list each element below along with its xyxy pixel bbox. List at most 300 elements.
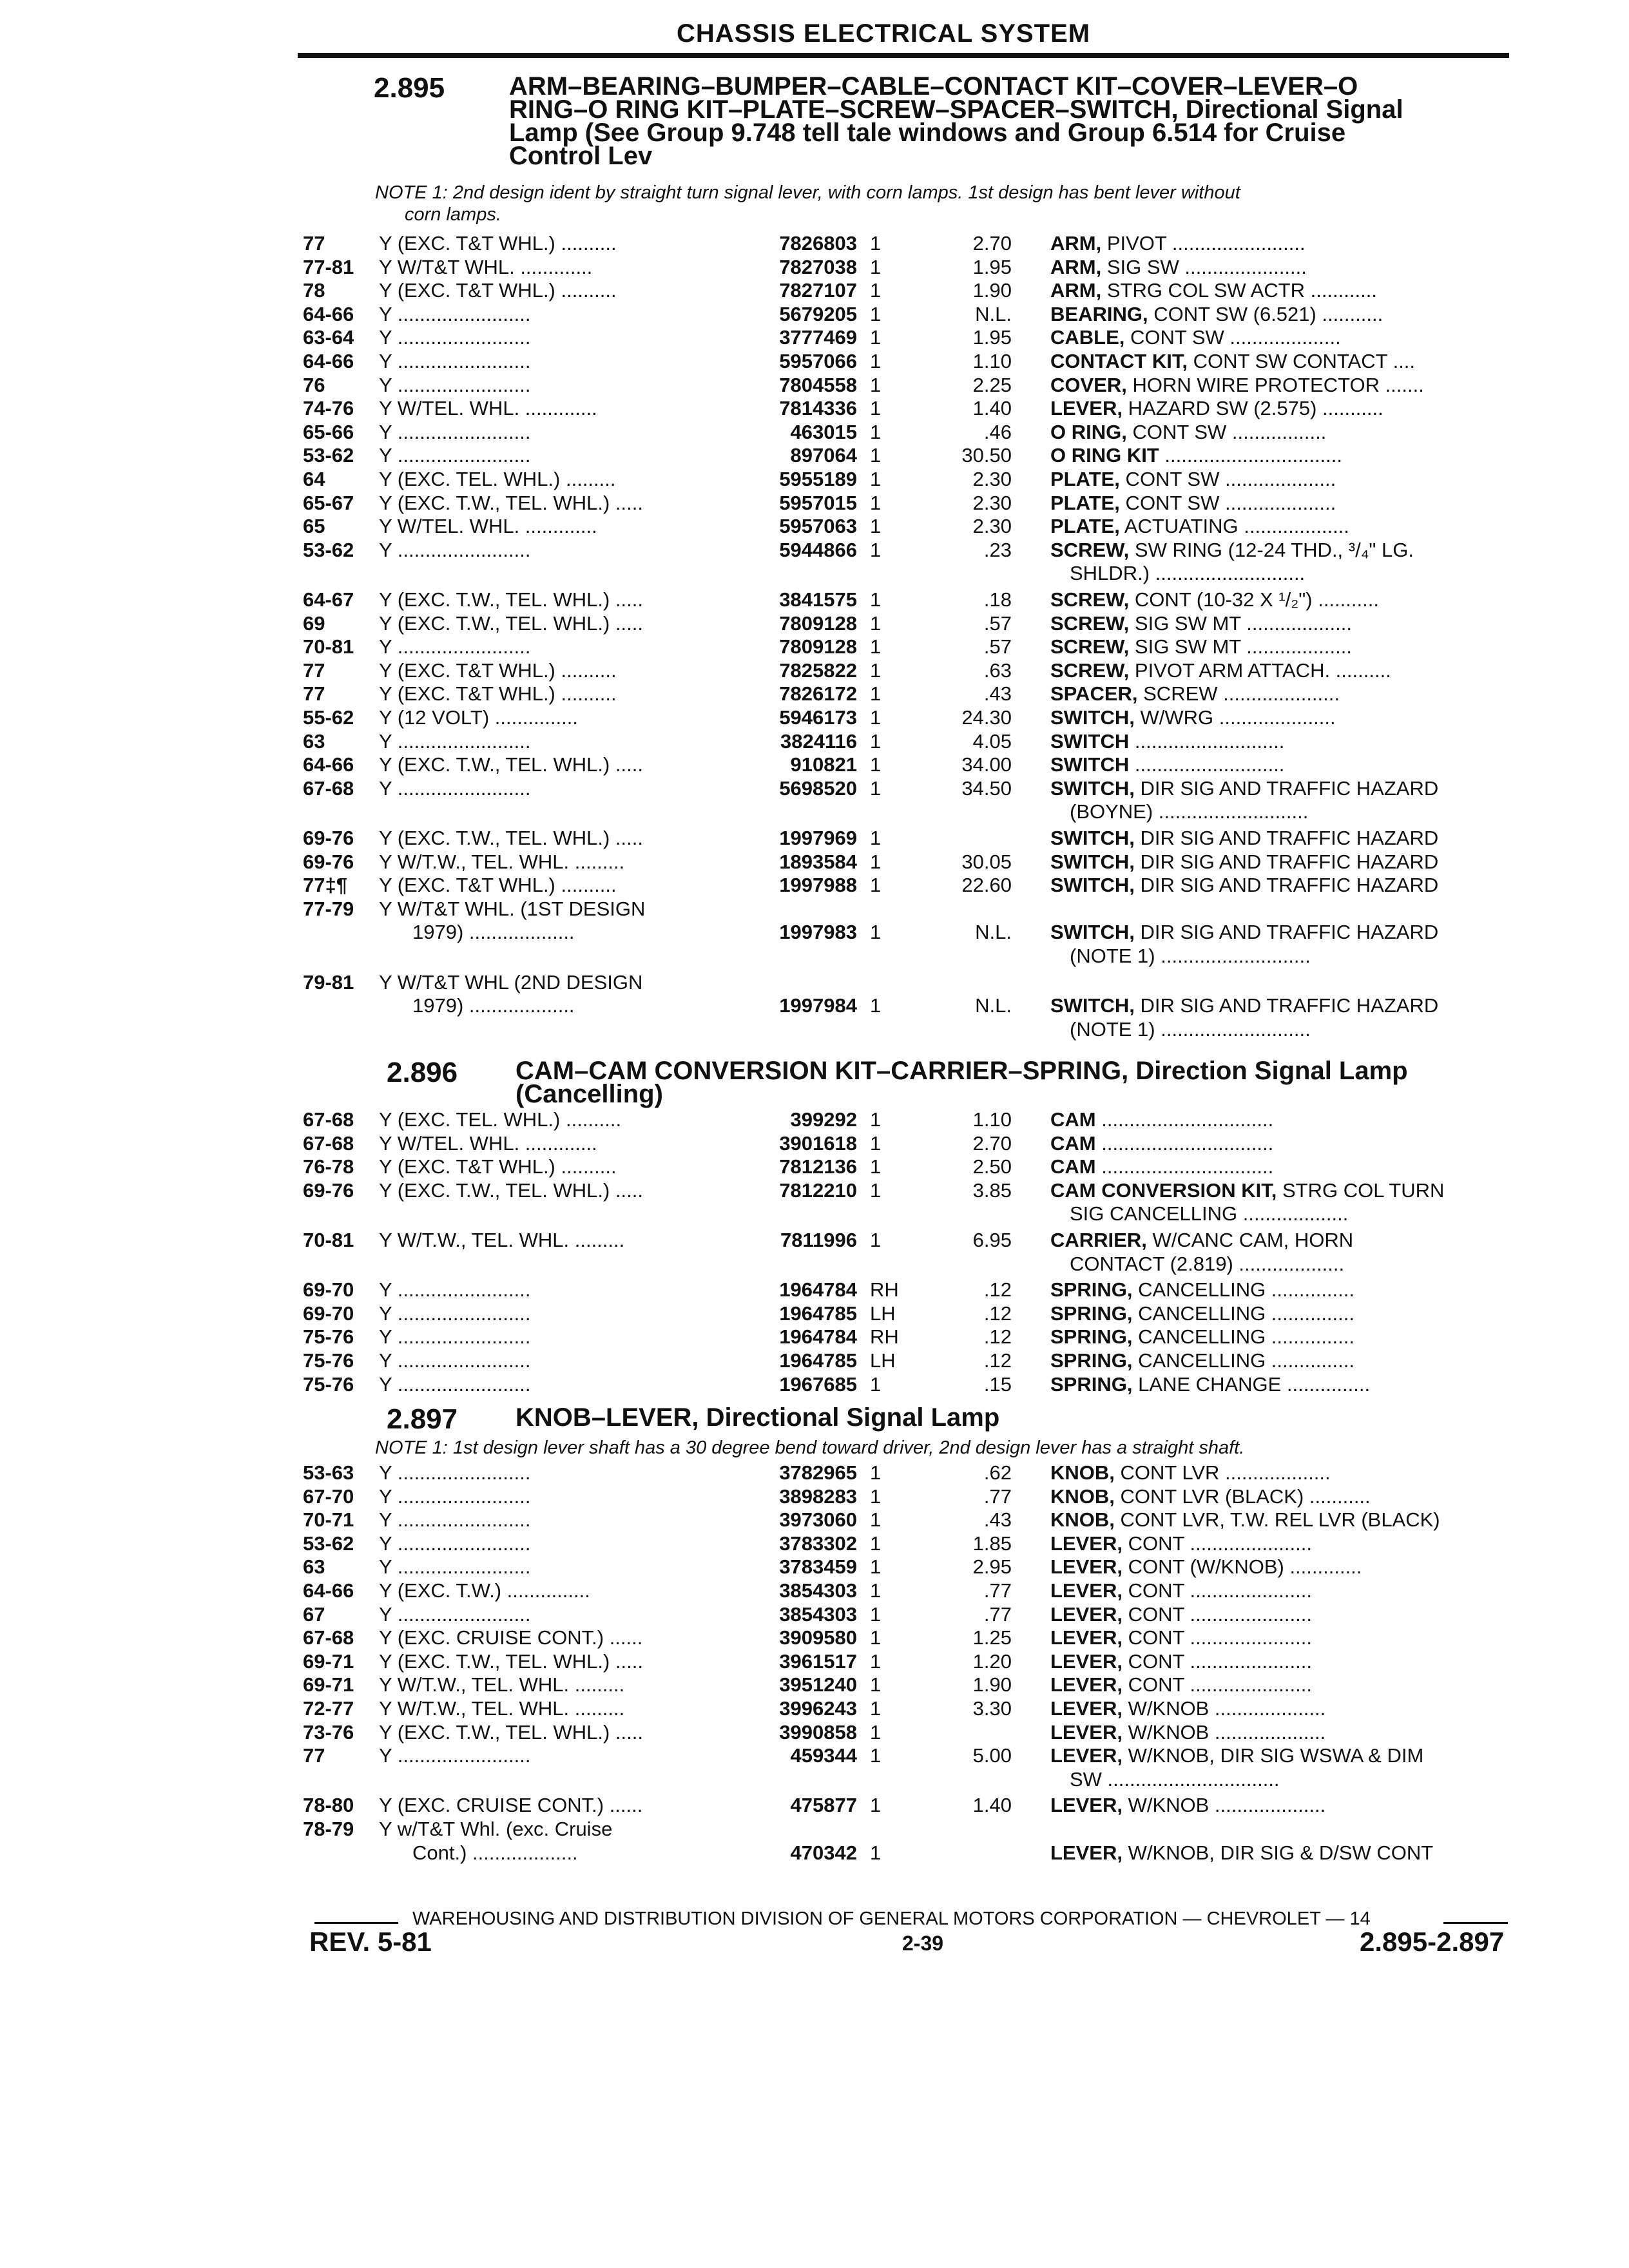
part-desc: DIR SIG AND TRAFFIC HAZARD <box>1134 827 1439 849</box>
part-number: 1964784 <box>779 1325 857 1349</box>
model-years: 65 <box>303 515 325 538</box>
price: .77 <box>983 1602 1012 1626</box>
description <box>1050 682 1514 706</box>
part-number: 3973060 <box>779 1508 857 1532</box>
part-desc: ................................ <box>1159 444 1343 467</box>
application: Y ........................ <box>379 373 531 396</box>
part-number: 7812136 <box>779 1155 857 1178</box>
model-years: 78 <box>303 279 325 302</box>
part-desc: CONT SW CONTACT .... <box>1187 350 1416 372</box>
description <box>1050 588 1514 611</box>
application: Y ........................ <box>379 1349 531 1372</box>
part-row <box>303 279 1514 302</box>
description <box>1050 1744 1514 1767</box>
section-title-line: KNOB–LEVER, Directional Signal Lamp <box>516 1403 1000 1432</box>
part-name: PLATE, <box>1050 468 1120 490</box>
part-desc: STRG COL SW ACTR ............ <box>1101 279 1377 302</box>
model-years: 63 <box>303 729 325 753</box>
quantity: 1 <box>870 444 882 467</box>
part-number: 5698520 <box>779 776 857 800</box>
model-years: 64-67 <box>303 588 354 611</box>
quantity: 1 <box>870 302 882 325</box>
part-row <box>303 753 1514 776</box>
part-number: 5957066 <box>779 350 857 372</box>
application: Y (EXC. CRUISE CONT.) ...... <box>379 1626 643 1649</box>
part-number: 7804558 <box>779 373 857 396</box>
part-name: ARM, <box>1050 279 1102 302</box>
part-row <box>303 1132 1514 1155</box>
description <box>1050 1229 1514 1252</box>
part-number: 3990858 <box>779 1720 857 1744</box>
model-years: 67-70 <box>303 1485 354 1508</box>
part-number: 3824116 <box>780 729 857 753</box>
model-years: 55-62 <box>303 706 354 729</box>
price: 1.10 <box>972 350 1012 372</box>
part-name: SPRING, <box>1050 1325 1133 1349</box>
part-name: SWITCH, <box>1050 994 1135 1017</box>
part-number: 3777469 <box>779 326 857 349</box>
revision-label: REV. 5-81 <box>309 1927 432 1957</box>
model-years: 77 <box>303 232 325 255</box>
quantity: 1 <box>870 255 882 278</box>
price: 30.05 <box>961 850 1012 873</box>
part-row <box>303 515 1514 538</box>
part-desc: ........................... <box>1129 729 1285 753</box>
header-rule <box>298 53 1509 58</box>
description <box>1050 468 1514 491</box>
description <box>1050 850 1514 874</box>
part-name: SWITCH <box>1050 729 1130 753</box>
price: .46 <box>983 420 1012 443</box>
part-desc: HORN WIRE PROTECTOR ....... <box>1126 373 1424 396</box>
application: Y ........................ <box>379 1278 531 1302</box>
description <box>1050 1155 1514 1178</box>
part-name: SPRING, <box>1050 1278 1133 1302</box>
price: 1.85 <box>972 1532 1012 1555</box>
model-years: 73-76 <box>303 1720 354 1744</box>
model-years: 53-63 <box>303 1461 354 1484</box>
price: .63 <box>983 658 1012 682</box>
quantity: 1 <box>870 1372 882 1396</box>
part-number: 3996243 <box>779 1697 857 1720</box>
description <box>1050 706 1514 729</box>
part-row <box>303 1794 1514 1817</box>
model-years: 69-70 <box>303 1278 354 1302</box>
model-years: 69-76 <box>303 1178 354 1202</box>
application: Y W/T&T WHL. (1ST DESIGN <box>379 897 646 920</box>
part-name: LEVER, <box>1050 1626 1123 1649</box>
part-row <box>303 1508 1514 1532</box>
description <box>1050 659 1514 682</box>
application: Y (EXC. T&T WHL.) .......... <box>379 279 617 302</box>
description-cont: (BOYNE) ........................... <box>1070 800 1309 823</box>
quantity: 1 <box>870 1155 882 1178</box>
model-years: 69-71 <box>303 1673 354 1696</box>
part-number: 7827038 <box>779 255 857 278</box>
application: Y ........................ <box>379 420 531 443</box>
model-years: 76-78 <box>303 1155 354 1178</box>
part-number: 5955189 <box>779 468 857 490</box>
application: Y ........................ <box>379 1744 531 1767</box>
part-desc: CONT ...................... <box>1122 1673 1312 1696</box>
model-years: 74-76 <box>303 397 354 420</box>
quantity: 1 <box>870 515 882 538</box>
model-years: 53-62 <box>303 538 354 561</box>
part-name: SPRING, <box>1050 1302 1133 1325</box>
model-years: 65-66 <box>303 420 354 443</box>
part-row <box>303 776 1514 823</box>
quantity: 1 <box>870 420 882 443</box>
quantity: 1 <box>870 874 882 897</box>
part-name: SPRING, <box>1050 1372 1133 1396</box>
description <box>1050 635 1514 658</box>
part-number: 1997984 <box>779 994 857 1017</box>
description <box>1050 515 1514 538</box>
model-years: 67-68 <box>303 1131 354 1155</box>
application: Y (EXC. T.W., TEL. WHL.) ..... <box>379 491 643 514</box>
part-row <box>303 397 1514 420</box>
part-name: SPRING, <box>1050 1349 1133 1372</box>
part-row <box>303 1461 1514 1485</box>
description <box>1050 612 1514 635</box>
price: N.L. <box>975 994 1012 1017</box>
model-years: 77-79 <box>303 897 354 920</box>
part-name: LEVER, <box>1050 1555 1123 1579</box>
part-desc: CONT SW ................. <box>1126 420 1327 443</box>
quantity: 1 <box>870 1841 882 1864</box>
part-number: 1893584 <box>779 850 857 873</box>
part-number: 1964785 <box>779 1349 857 1372</box>
model-years: 67 <box>303 1602 325 1626</box>
price: .12 <box>983 1349 1012 1372</box>
part-name: LEVER, <box>1050 1720 1123 1744</box>
description <box>1050 326 1514 349</box>
part-row <box>303 1555 1514 1579</box>
price: N.L. <box>975 921 1012 944</box>
model-years: 67-68 <box>303 776 354 800</box>
part-row <box>303 1485 1514 1508</box>
application: Y (EXC. CRUISE CONT.) ...... <box>379 1794 643 1817</box>
price: 6.95 <box>972 1229 1012 1251</box>
description-cont: (NOTE 1) ........................... <box>1070 944 1311 967</box>
part-desc: SIG SW ...................... <box>1101 255 1307 278</box>
part-number: 5944866 <box>779 538 857 561</box>
description <box>1050 1673 1514 1696</box>
part-desc: DIR SIG AND TRAFFIC HAZARD <box>1134 921 1439 944</box>
part-name: CABLE, <box>1050 326 1125 349</box>
description <box>1050 1485 1514 1508</box>
part-name: PLATE, <box>1050 491 1120 514</box>
quantity: 1 <box>870 921 882 944</box>
part-row <box>303 1302 1514 1325</box>
part-row <box>303 374 1514 397</box>
model-years: 75-76 <box>303 1372 354 1396</box>
price: 2.95 <box>972 1555 1012 1579</box>
application: Y (EXC. TEL. WHL.) .......... <box>379 1108 622 1131</box>
part-desc: CONT SW .................... <box>1119 491 1336 514</box>
part-number: 3841575 <box>779 588 857 611</box>
part-name: CONTACT KIT, <box>1050 350 1188 372</box>
part-name: SCREW, <box>1050 611 1130 635</box>
part-name: LEVER, <box>1050 1602 1123 1626</box>
part-name: SWITCH, <box>1050 827 1135 849</box>
application: Y W/TEL. WHL. ............. <box>379 397 597 420</box>
price: 22.60 <box>961 874 1012 897</box>
price: 1.10 <box>972 1108 1012 1131</box>
part-row <box>303 1744 1514 1791</box>
application: Y (EXC. T.W., TEL. WHL.) ..... <box>379 827 643 849</box>
part-desc: CONT (10-32 X ¹/₂") ........... <box>1129 588 1379 611</box>
part-desc: W/KNOB, DIR SIG WSWA & DIM <box>1122 1744 1424 1767</box>
part-desc: CONT ...................... <box>1122 1649 1312 1673</box>
model-years: 64-66 <box>303 302 354 325</box>
part-number: 3783459 <box>779 1555 857 1579</box>
model-years: 77 <box>303 1744 325 1767</box>
part-number: 399292 <box>790 1108 857 1131</box>
quantity: 1 <box>870 994 882 1017</box>
part-row <box>303 303 1514 326</box>
part-number: 1997969 <box>779 827 857 849</box>
part-desc: CONT ...................... <box>1122 1579 1312 1602</box>
price: 34.50 <box>961 776 1012 800</box>
part-desc: DIR SIG AND TRAFFIC HAZARD <box>1134 850 1439 873</box>
part-number: 1964784 <box>779 1278 857 1302</box>
quantity: 1 <box>870 1229 882 1251</box>
price: 2.50 <box>972 1155 1012 1178</box>
part-row <box>303 421 1514 444</box>
section-number: 2.897 <box>387 1403 458 1435</box>
description <box>1050 350 1514 373</box>
quantity: 1 <box>870 729 882 753</box>
part-name: SWITCH, <box>1050 921 1135 944</box>
application: Y ........................ <box>379 1461 531 1484</box>
model-years: 77‡¶ <box>303 874 347 897</box>
price: 3.30 <box>972 1697 1012 1720</box>
description <box>1050 539 1514 562</box>
description <box>1050 1532 1514 1555</box>
part-desc: W/KNOB .................... <box>1122 1697 1326 1720</box>
model-years: 70-71 <box>303 1508 354 1532</box>
model-years: 64 <box>303 468 325 490</box>
price: 2.30 <box>972 515 1012 538</box>
part-name: ARM, <box>1050 232 1102 255</box>
application-cont: 1979) ................... <box>412 994 575 1017</box>
part-row <box>303 1650 1514 1673</box>
part-name: O RING, <box>1050 420 1127 443</box>
application: Y ........................ <box>379 635 531 658</box>
price: 34.00 <box>961 753 1012 776</box>
quantity: RH <box>870 1278 899 1302</box>
price: .12 <box>983 1302 1012 1325</box>
quantity: 1 <box>870 1626 882 1649</box>
part-number: 7827107 <box>779 279 857 302</box>
part-number: 3782965 <box>779 1461 857 1484</box>
price: .43 <box>983 682 1012 706</box>
part-name: CARRIER, <box>1050 1229 1147 1251</box>
part-desc: ........................... <box>1129 753 1285 776</box>
price: .57 <box>983 611 1012 635</box>
quantity: 1 <box>870 1108 882 1131</box>
quantity: 1 <box>870 1579 882 1602</box>
part-row <box>303 468 1514 491</box>
part-name: LEVER, <box>1050 1673 1123 1696</box>
application: Y ........................ <box>379 776 531 800</box>
price: 1.40 <box>972 1794 1012 1817</box>
application: Y W/TEL. WHL. ............. <box>379 1131 597 1155</box>
model-years: 64-66 <box>303 350 354 372</box>
price: .77 <box>983 1579 1012 1602</box>
quantity: 1 <box>870 1673 882 1696</box>
model-years: 75-76 <box>303 1325 354 1349</box>
part-number: 5957063 <box>779 515 857 538</box>
price: 2.30 <box>972 468 1012 490</box>
footer-rule-right <box>1443 1922 1508 1924</box>
part-desc: CANCELLING ............... <box>1132 1325 1354 1349</box>
quantity: 1 <box>870 658 882 682</box>
price: .77 <box>983 1485 1012 1508</box>
quantity: RH <box>870 1325 899 1349</box>
quantity: 1 <box>870 827 882 849</box>
part-row <box>303 1603 1514 1626</box>
application: Y ........................ <box>379 538 531 561</box>
part-name: LEVER, <box>1050 1841 1123 1864</box>
part-desc: STRG COL TURN <box>1277 1178 1445 1202</box>
quantity: 1 <box>870 468 882 490</box>
quantity: 1 <box>870 1602 882 1626</box>
model-years: 70-81 <box>303 1229 354 1251</box>
model-years: 75-76 <box>303 1349 354 1372</box>
part-desc: CONT ...................... <box>1122 1626 1312 1649</box>
part-row <box>303 612 1514 635</box>
quantity: 1 <box>870 1178 882 1202</box>
part-row <box>303 538 1514 585</box>
part-row <box>303 1697 1514 1720</box>
part-row <box>303 350 1514 373</box>
part-desc: CONT ...................... <box>1122 1602 1312 1626</box>
part-desc: DIR SIG AND TRAFFIC HAZARD <box>1134 776 1439 800</box>
description <box>1050 921 1514 944</box>
application: Y ........................ <box>379 1602 531 1626</box>
application-cont: 1979) ................... <box>412 921 575 944</box>
part-row <box>303 1579 1514 1602</box>
part-desc: ACTUATING ................... <box>1119 515 1349 538</box>
part-row <box>303 1626 1514 1649</box>
model-years: 53-62 <box>303 444 354 467</box>
part-row <box>303 1818 1514 1864</box>
quantity: 1 <box>870 706 882 729</box>
quantity: 1 <box>870 682 882 706</box>
application: Y ........................ <box>379 1532 531 1555</box>
section-title-line: (Cancelling) <box>516 1080 663 1108</box>
part-desc: W/KNOB .................... <box>1122 1720 1326 1744</box>
footer-rule-left <box>314 1922 398 1924</box>
part-desc: W/KNOB, DIR SIG & D/SW CONT <box>1122 1841 1434 1864</box>
model-years: 79-81 <box>303 970 354 994</box>
quantity: 1 <box>870 776 882 800</box>
quantity: 1 <box>870 538 882 561</box>
part-number: 3901618 <box>779 1131 857 1155</box>
part-row <box>303 1373 1514 1396</box>
part-row <box>303 850 1514 874</box>
application: Y (12 VOLT) ............... <box>379 706 578 729</box>
part-name: SWITCH <box>1050 753 1130 776</box>
part-desc: CONT SW (6.521) ........... <box>1148 302 1383 325</box>
description <box>1050 730 1514 753</box>
application: Y ........................ <box>379 302 531 325</box>
part-row <box>303 970 1514 1041</box>
part-row <box>303 444 1514 467</box>
price: 1.90 <box>972 1673 1012 1696</box>
part-desc: DIR SIG AND TRAFFIC HAZARD <box>1134 874 1439 897</box>
price: 2.30 <box>972 491 1012 514</box>
description <box>1050 1626 1514 1649</box>
model-years: 67-68 <box>303 1626 354 1649</box>
price: N.L. <box>975 302 1012 325</box>
section-title-line: Control Lev <box>509 142 653 170</box>
part-row <box>303 1229 1514 1275</box>
model-years: 63-64 <box>303 326 354 349</box>
part-name: SWITCH, <box>1050 776 1135 800</box>
part-desc: CONT SW .................... <box>1119 468 1336 490</box>
description <box>1050 1461 1514 1485</box>
quantity: 1 <box>870 491 882 514</box>
part-desc: W/CANC CAM, HORN <box>1146 1229 1354 1251</box>
description <box>1050 1108 1514 1131</box>
page-number: 2-39 <box>902 1932 944 1955</box>
part-desc: SCREW ..................... <box>1137 682 1340 706</box>
description <box>1050 374 1514 397</box>
footer-division: WAREHOUSING AND DISTRIBUTION DIVISION OF GENERAL MOTORS CORPORATION — CHEVROLET — 14 <box>412 1908 1371 1929</box>
part-number: 7826803 <box>779 232 857 255</box>
part-number: 1967685 <box>779 1372 857 1396</box>
part-name: SWITCH, <box>1050 874 1135 897</box>
section-number: 2.895 <box>374 72 445 104</box>
part-name: SWITCH, <box>1050 850 1135 873</box>
description <box>1050 279 1514 302</box>
part-row <box>303 682 1514 706</box>
part-row <box>303 1325 1514 1349</box>
description <box>1050 874 1514 897</box>
quantity: 1 <box>870 635 882 658</box>
part-desc: CONT SW .................... <box>1124 326 1341 349</box>
part-number: 3898283 <box>779 1485 857 1508</box>
part-desc: PIVOT ........................ <box>1101 232 1306 255</box>
part-number: 3961517 <box>779 1649 857 1673</box>
model-years: 77 <box>303 682 325 706</box>
application: Y w/T&T Whl. (exc. Cruise <box>379 1818 613 1840</box>
application: Y (EXC. T.W.) ............... <box>379 1579 590 1602</box>
part-name: LEVER, <box>1050 1579 1123 1602</box>
price: 1.90 <box>972 279 1012 302</box>
application: Y (EXC. T.W., TEL. WHL.) ..... <box>379 611 643 635</box>
part-desc: HAZARD SW (2.575) ........... <box>1122 397 1383 420</box>
part-number: 7811996 <box>780 1229 857 1251</box>
price: .12 <box>983 1325 1012 1349</box>
quantity: 1 <box>870 350 882 372</box>
part-number: 5679205 <box>779 302 857 325</box>
part-number: 7825822 <box>779 658 857 682</box>
part-number: 7812210 <box>779 1178 857 1202</box>
application: Y W/T.W., TEL. WHL. ......... <box>379 1697 625 1720</box>
quantity: LH <box>870 1349 896 1372</box>
description <box>1050 777 1514 800</box>
application: Y ........................ <box>379 1508 531 1532</box>
application: Y (EXC. T&T WHL.) .......... <box>379 874 617 897</box>
application: Y ........................ <box>379 729 531 753</box>
part-row <box>303 827 1514 850</box>
part-row <box>303 1278 1514 1302</box>
quantity: 1 <box>870 326 882 349</box>
